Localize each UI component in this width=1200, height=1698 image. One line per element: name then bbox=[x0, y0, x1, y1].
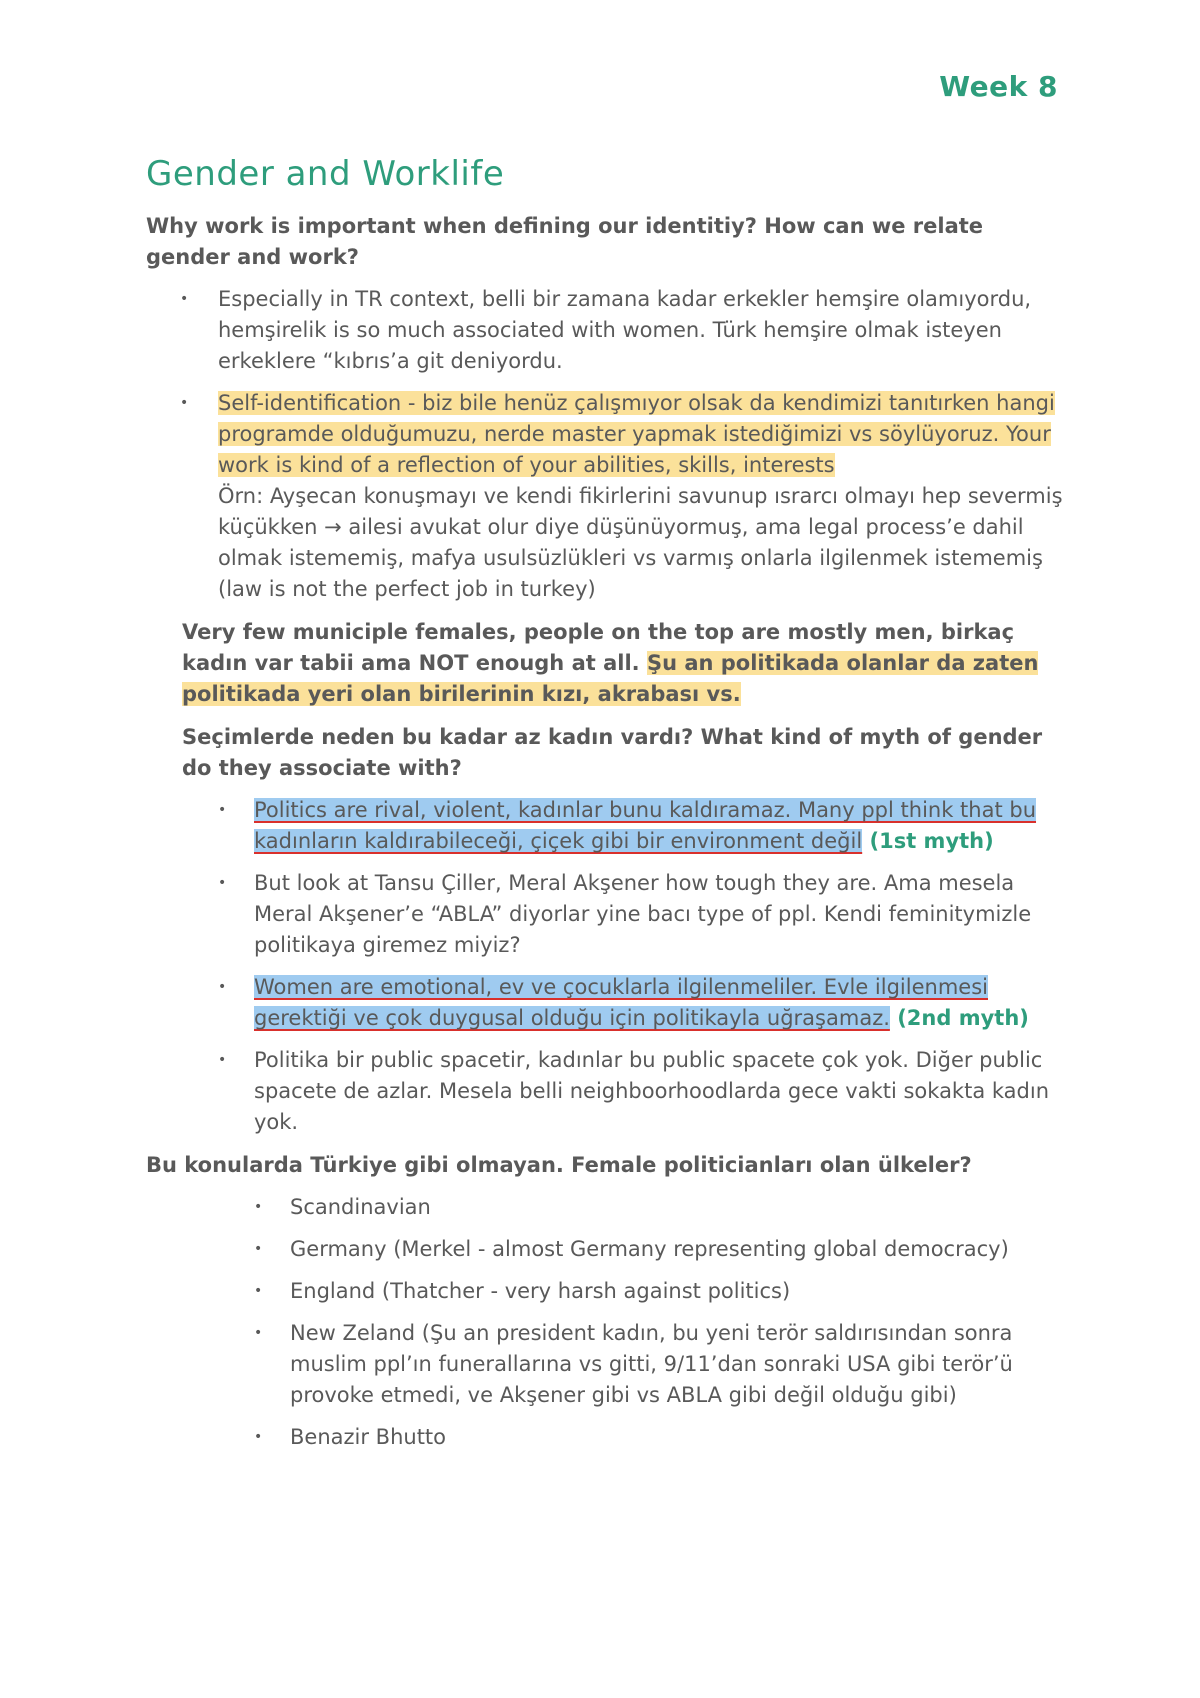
list-item bbox=[146, 1318, 1066, 1411]
myth-label: (1st myth) bbox=[862, 829, 994, 853]
week-label: Week 8 bbox=[939, 70, 1058, 103]
bullet-icon: • bbox=[218, 875, 227, 891]
highlighted-text: Self-identification - biz bile henüz çalışmıyor olsak da kendimizi tanıtırken hangi programde olduğumuzu, nerde master yapmak istediğimizi vs söylüyoruz. Your work is kind of a reflection of your abilities, skills, interests bbox=[218, 391, 1055, 477]
bullet-icon: • bbox=[254, 1429, 263, 1445]
list-item bbox=[146, 388, 1066, 605]
question-election-myths: Seçimlerde neden bu kadar az kadın vardı? What kind of myth of gender do they associate with? bbox=[182, 725, 1043, 780]
list-item-text: Germany (Merkel - almost Germany representing global democracy) bbox=[290, 1237, 1009, 1261]
list-item bbox=[146, 868, 1066, 961]
list-item-text: Scandinavian bbox=[290, 1195, 431, 1219]
highlighted-text: Politics are rival, violent, kadınlar bunu kaldıramaz. Many ppl think that bu kadınların kaldırabileceği, çiçek gibi bir environment değil bbox=[254, 798, 1037, 853]
list-item bbox=[146, 972, 1066, 1034]
list-item bbox=[146, 795, 1066, 857]
bullet-icon: • bbox=[254, 1241, 263, 1257]
list-item bbox=[146, 1422, 1066, 1453]
bullet-list-identity bbox=[146, 284, 1066, 605]
bullet-list-myths bbox=[146, 795, 1066, 1138]
list-item bbox=[146, 1276, 1066, 1307]
bullet-icon: • bbox=[254, 1283, 263, 1299]
list-item-text: But look at Tansu Çiller, Meral Akşener how tough they are. Ama mesela Meral Akşener’e “ABLA” diyorlar yine bacı type of ppl. Kendi feminitymizle politikaya giremez miyiz? bbox=[254, 871, 1032, 957]
list-item-text: Politika bir public spacetir, kadınlar bu public spacete çok yok. Diğer public spacete de azlar. Mesela belli neighboorhoodlarda gece vakti sokakta kadın yok. bbox=[254, 1048, 1050, 1134]
page-title: Gender and Worklife bbox=[146, 154, 505, 194]
list-item bbox=[146, 284, 1066, 377]
myth-label: (2nd myth) bbox=[889, 1006, 1029, 1030]
list-item-text: Benazir Bhutto bbox=[290, 1425, 447, 1449]
bullet-icon: • bbox=[180, 291, 189, 307]
notes-body bbox=[146, 211, 1066, 1453]
paragraph-municipal-females bbox=[146, 617, 1066, 710]
highlighted-text: Şu an politikada olanlar da zaten politikada yeri olan birilerinin kızı, akrabası vs. bbox=[182, 651, 1039, 706]
question-female-politicians: Bu konularda Türkiye gibi olmayan. Female politicianları olan ülkeler? bbox=[146, 1153, 972, 1177]
bullet-icon: • bbox=[254, 1325, 263, 1341]
bullet-icon: • bbox=[180, 395, 189, 411]
question-work-identity: Why work is important when defining our identitiy? How can we relate gender and work? bbox=[146, 214, 984, 269]
bullet-icon: • bbox=[218, 1052, 227, 1068]
highlighted-text: Women are emotional, ev ve çocuklarla ilgilenmeliler. Evle ilgilenmesi gerektiği ve çok duygusal olduğu için politikayla uğraşamaz. bbox=[254, 975, 988, 1030]
bullet-icon: • bbox=[218, 979, 227, 995]
bullet-icon: • bbox=[218, 802, 227, 818]
paragraph-text: Very few municiple females, people on the top are mostly men, birkaç kadın var tabii ama NOT enough at all. bbox=[182, 620, 1015, 675]
bullet-icon: • bbox=[254, 1199, 263, 1215]
list-item bbox=[146, 1045, 1066, 1138]
list-item bbox=[146, 1234, 1066, 1265]
list-item-text: New Zeland (Şu an president kadın, bu yeni terör saldırısından sonra muslim ppl’ın funerallarına vs gitti, 9/11’dan sonraki USA gibi terör’ü provoke etmedi, ve Akşener gibi vs ABLA gibi değil olduğu gibi) bbox=[290, 1321, 1013, 1407]
list-item-text: England (Thatcher - very harsh against politics) bbox=[290, 1279, 791, 1303]
list-item bbox=[146, 1192, 1066, 1223]
list-item-text: Especially in TR context, belli bir zamana kadar erkekler hemşire olamıyordu, hemşirelik is so much associated with women. Türk hemşire olmak isteyen erkeklere “kıbrıs’a git deniyordu. bbox=[218, 287, 1032, 373]
list-item-text: Örn: Ayşecan konuşmayı ve kendi fikirlerini savunup ısrarcı olmayı hep severmiş küçükken → ailesi avukat olur diye düşünüyormuş, ama legal process’e dahil olmak istememiş, mafya usulsüzlükleri vs varmış onlarla ilgilenmek istememiş (law is not the perfect job in turkey) bbox=[218, 484, 1063, 601]
bullet-list-countries bbox=[146, 1192, 1066, 1453]
